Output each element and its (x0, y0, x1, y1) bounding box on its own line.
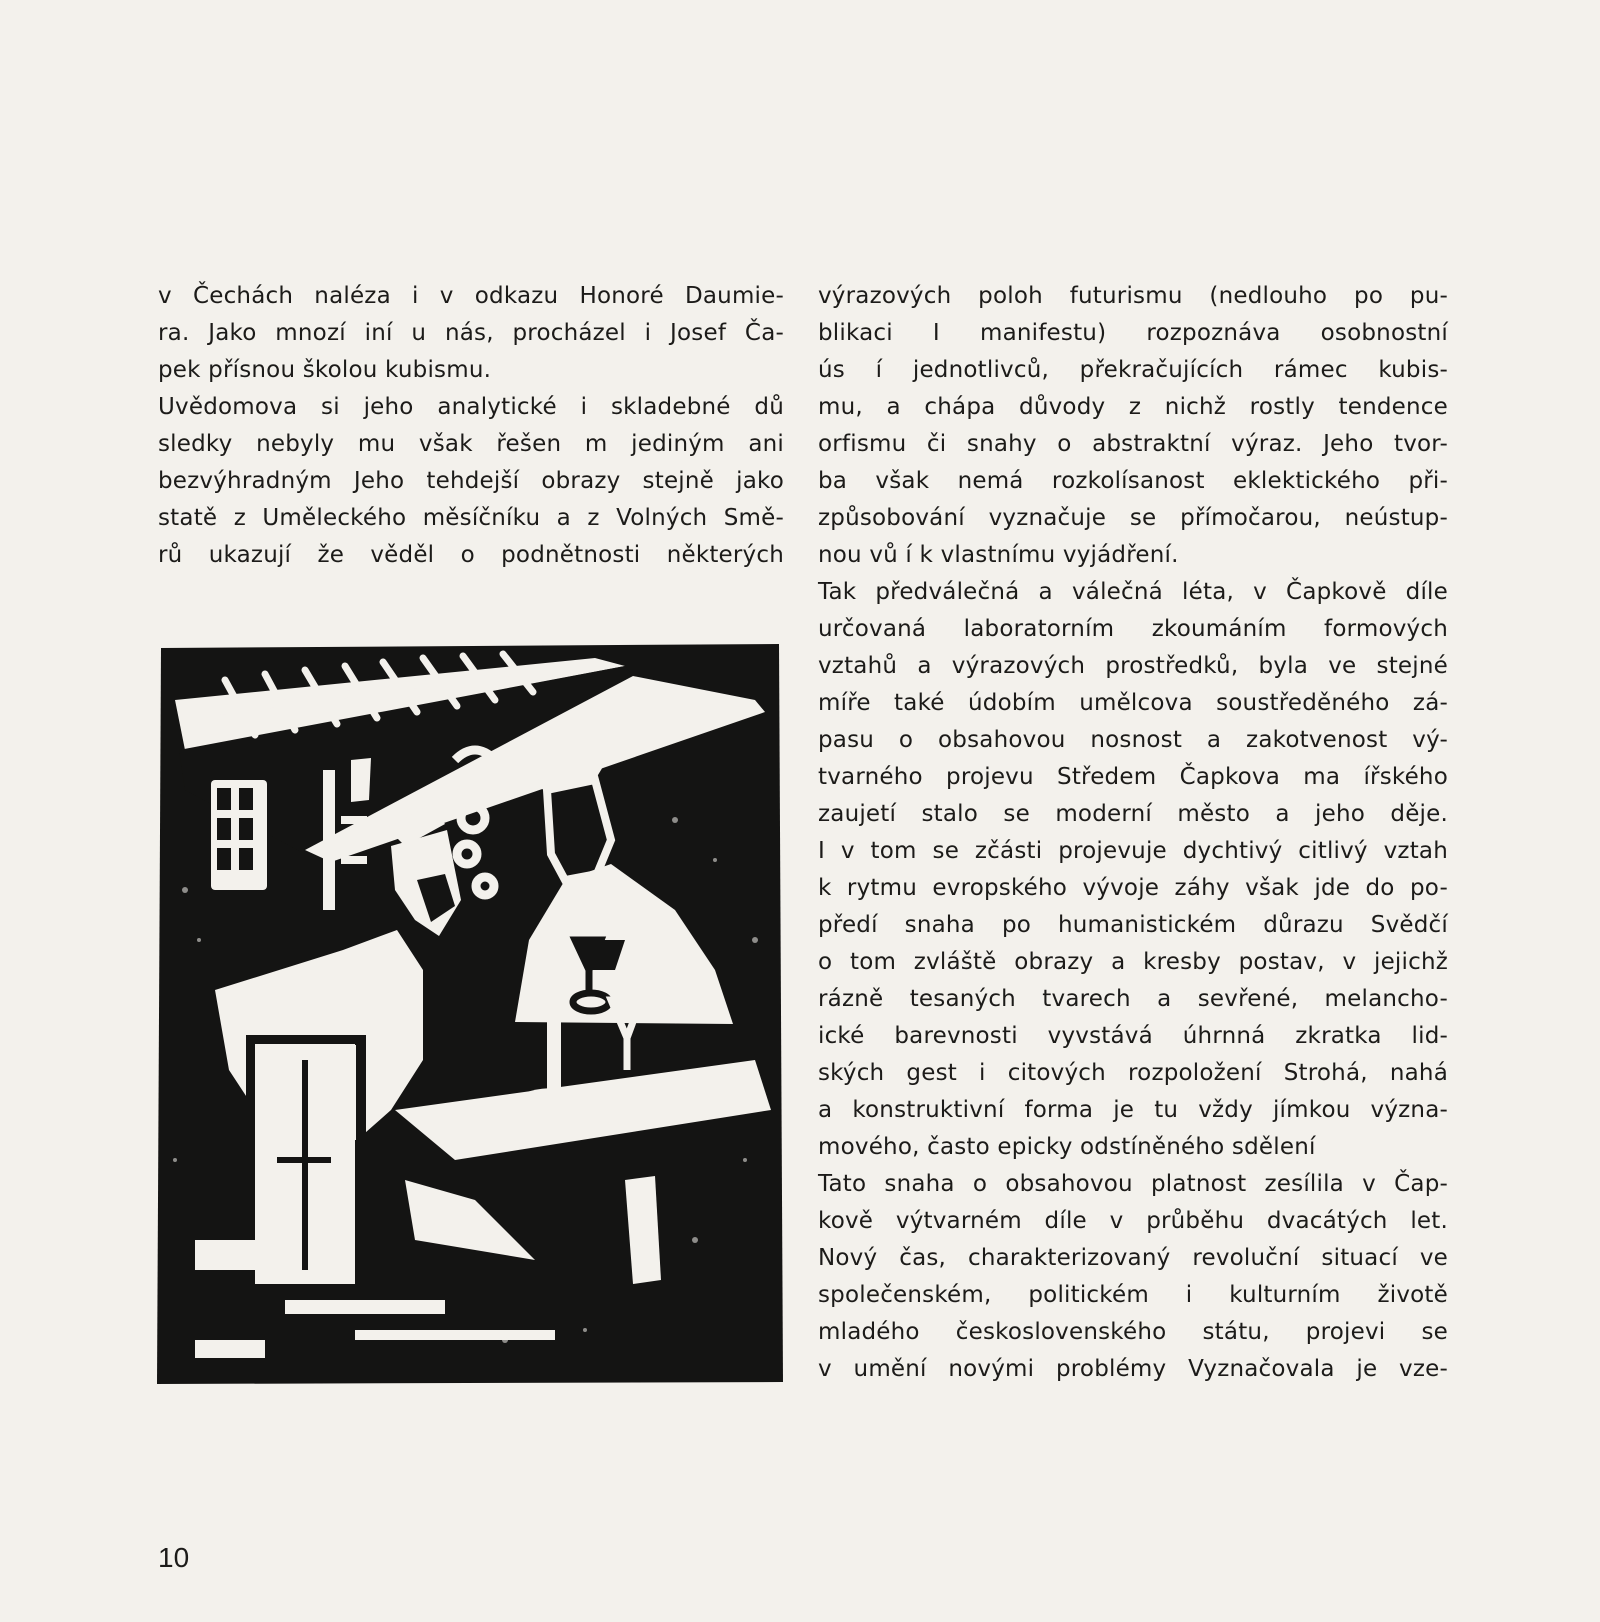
text-line: kově výtvarném díle v průběhu dvacátých let. (818, 1208, 1448, 1234)
text-line: statě z Uměleckého měsíčníku a z Volných Smě- (158, 505, 784, 531)
text-line: rů ukazují že věděl o podnětnosti některých (158, 542, 784, 568)
woodcut-two-men-at-cafe-table (155, 640, 787, 1386)
text-line: mového, často epicky odstíněného sdělení (818, 1134, 1316, 1160)
right-text-column (818, 278, 1448, 1388)
text-line: orfismu či snahy o abstraktní výraz. Jeho tvor- (818, 431, 1448, 457)
text-line: tvarného projevu Středem Čapkova ma ířského (818, 764, 1448, 790)
text-line: a konstruktivní forma je tu vždy jímkou význa- (818, 1097, 1448, 1123)
text-line: ských gest i citových rozpoložení Strohá, nahá (818, 1060, 1448, 1086)
text-line: bezvýhradným Jeho tehdejší obrazy stejně jako (158, 468, 784, 494)
text-line: ické barevnosti vyvstává úhrnná zkratka lid- (818, 1023, 1448, 1049)
text-line: určovaná laboratorním zkoumáním formových (818, 616, 1448, 642)
text-line: ra. Jako mnozí iní u nás, procházel i Josef Ča- (158, 320, 784, 346)
text-line: pek přísnou školou kubismu. (158, 357, 492, 383)
text-line: o tom zvláště obrazy a kresby postav, v jejichž (818, 949, 1448, 975)
text-line: mu, a chápa důvody z nichž rostly tendence (818, 394, 1448, 420)
text-line: v umění novými problémy Vyznačovala je vze- (818, 1356, 1448, 1382)
text-line: k rytmu evropského vývoje záhy však jde do po- (818, 875, 1448, 901)
text-line: předí snaha po humanistickém důrazu Svědčí (818, 912, 1448, 938)
text-line: Tato snaha o obsahovou platnost zesílila v Čap- (818, 1171, 1448, 1197)
text-line: zaujetí stalo se moderní město a jeho děje. (818, 801, 1448, 827)
text-line: Uvědomova si jeho analytické i skladebné dů (158, 394, 784, 420)
text-line: sledky nebyly mu však řešen m jediným ani (158, 431, 784, 457)
text-line: výrazových poloh futurismu (nedlouho po pu- (818, 283, 1448, 309)
text-line: vztahů a výrazových prostředků, byla ve stejné (818, 653, 1448, 679)
left-text-column (158, 278, 784, 574)
text-line: v Čechách naléza i v odkazu Honoré Daumie- (158, 283, 784, 309)
text-line: nou vů í k vlastnímu vyjádření. (818, 542, 1179, 568)
page-number: 10 (158, 1542, 190, 1573)
text-line: rázně tesaných tvarech a sevřené, melancho- (818, 986, 1448, 1012)
text-line: způsobování vyznačuje se přímočarou, neústup- (818, 505, 1448, 531)
text-line: Tak předválečná a válečná léta, v Čapkově díle (818, 579, 1448, 605)
text-line: ba však nemá rozkolísanost eklektického při- (818, 468, 1448, 494)
text-line: ús í jednotlivců, překračujících rámec kubis- (818, 357, 1448, 383)
text-line: pasu o obsahovou nosnost a zakotvenost vý- (818, 727, 1448, 753)
text-line: mladého československého státu, projevi se (818, 1319, 1448, 1345)
text-line: I v tom se zčásti projevuje dychtivý citlivý vztah (818, 838, 1448, 864)
woodcut-illustration (155, 640, 787, 1386)
text-line: společenském, politickém i kulturním životě (818, 1282, 1448, 1308)
text-line: blikaci I manifestu) rozpoznáva osobnostní (818, 320, 1448, 346)
text-line: míře také údobím umělcova soustředěného zá- (818, 690, 1448, 716)
text-line: Nový čas, charakterizovaný revoluční situací ve (818, 1245, 1448, 1271)
